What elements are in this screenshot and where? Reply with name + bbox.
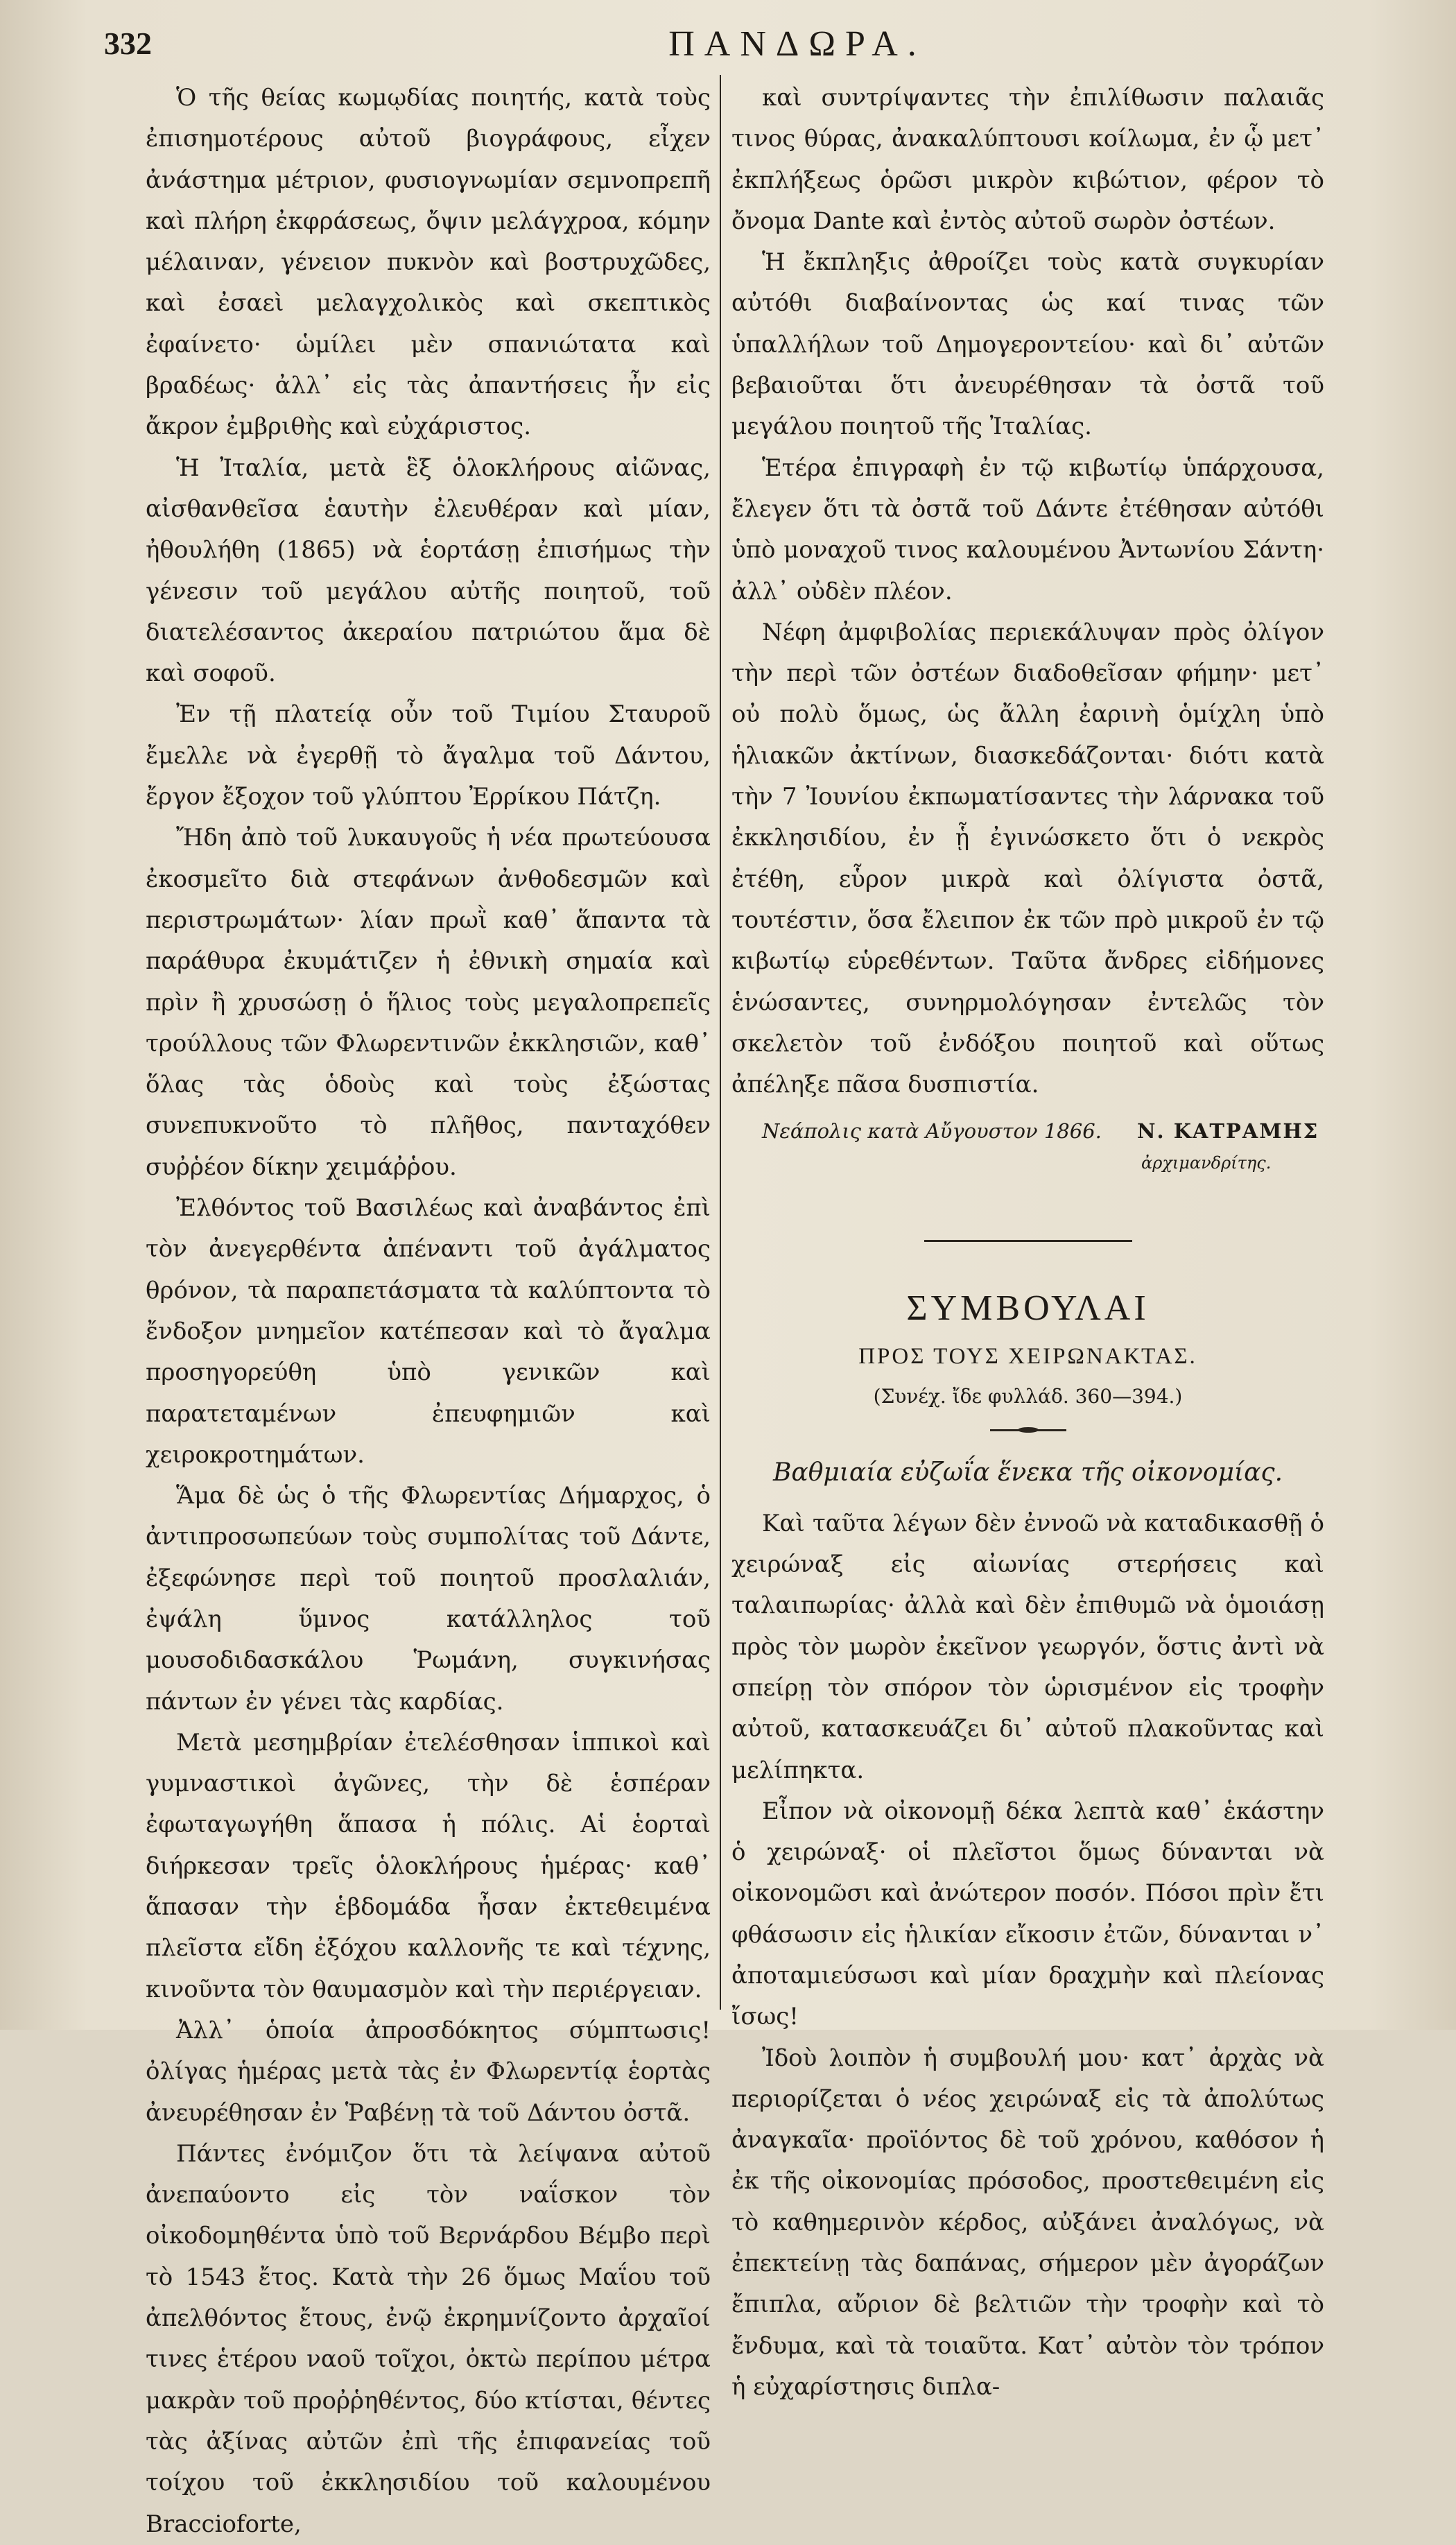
article-paragraph: Ἐλθόντος τοῦ Βασιλέως καὶ ἀναβάντος ἐπὶ τὸν ἀνεγερθέντα ἀπέναντι τοῦ ἀγάλματος θρόνον, τὰ παραπετάσματα τὰ καλύπτοντα τὸ ἔνδοξον μνημεῖον κατέπεσαν καὶ τὸ ἄγαλμα προσηγορεύθη ὑπὸ γενικῶν καὶ παρατεταμένων ἐπευφημιῶν καὶ χειροκροτημάτων. [146, 1194, 711, 1469]
left-column [146, 78, 711, 2545]
article-signature [731, 1115, 1324, 1179]
article-paragraph: Ἑτέρα ἐπιγραφὴ ἐν τῷ κιβωτίῳ ὑπάρχουσα, ἔλεγεν ὅτι τὰ ὀστᾶ τοῦ Δάντε ἐτέθησαν αὐτόθι ὑπὸ μοναχοῦ τινος καλουμένου Ἀντωνίου Σάντη· ἀλλ᾽ οὐδὲν πλέον. [731, 454, 1324, 605]
article-paragraph: καὶ συντρίψαντες τὴν ἐπιλίθωσιν παλαιᾶς τινος θύρας, ἀνακαλύπτουσι κοίλωμα, ἐν ᾧ μετ᾽ ἐκπλήξεως ὁρῶσι μικρὸν κιβώτιον, φέρον τὸ ὄνομα Dante καὶ ἐντὸς αὐτοῦ σωρὸν ὀστέων. [731, 84, 1324, 235]
article-paragraph: Ὁ τῆς θείας κωμῳδίας ποιητής, κατὰ τοὺς ἐπισημοτέρους αὐτοῦ βιογράφους, εἶχεν ἀνάστημα μέτριον, φυσιογνωμίαν σεμνοπρεπῆ καὶ πλήρη ἐκφράσεως, ὄψιν μελάγχροα, κόμην μέλαιναν, γένειον πυκνὸν καὶ βοστρυχῶδες, καὶ ἐσαεὶ μελαγχολικὸς καὶ σκεπτικὸς ἐφαίνετο· ὡμίλει μὲν σπανιώτατα καὶ βραδέως· ἀλλ᾽ εἰς τὰς ἀπαντήσεις ἦν εἰς ἄκρον ἐμβριθὴς καὶ εὐχάριστος. [146, 84, 711, 441]
article-paragraph: Ἰδοὺ λοιπὸν ἡ συμβουλή μου· κατ᾽ ἀρχὰς νὰ περιορίζεται ὁ νέος χειρώναξ εἰς τὰ ἀπολύτως ἀναγκαῖα· προϊόντος δὲ τοῦ χρόνου, καθόσον ἡ ἐκ τῆς οἰκονομίας πρόσοδος, προστεθειμένη εἰς τὸ καθημερινὸν κέρδος, αὐξάνει ἀναλόγως, νὰ ἐπεκτείνῃ τὰς δαπάνας, σήμερον μὲν ἀγοράζων ἔπιπλα, αὔριον δὲ βελτιῶν τὴν τροφὴν καὶ τὸ ἔνδυμα, καὶ τὰ τοιαῦτα. Κατ᾽ αὐτὸν τὸν τρόπον ἡ εὐχαρίστησις διπλα- [731, 2044, 1324, 2401]
article-paragraph: Μετὰ μεσημβρίαν ἐτελέσθησαν ἱππικοὶ καὶ γυμναστικοὶ ἀγῶνες, τὴν δὲ ἑσπέραν ἐφωταγωγήθη ἅπασα ἡ πόλις. Αἱ ἑορταὶ διήρκεσαν τρεῖς ὁλοκλήρους ἡμέρας· καθ᾽ ἅπασαν τὴν ἑβδομάδα ἦσαν ἐκτεθειμένα πλεῖστα εἴδη ἐξόχου καλλονῆς τε καὶ τέχνης, κινοῦντα τὸν θαυμασμὸν καὶ τὴν περιέργειαν. [146, 1728, 711, 2003]
ornamental-rule [990, 1429, 1066, 1431]
journal-title: ΠΑΝΔΩΡΑ. [668, 24, 926, 64]
page-number: 332 [104, 26, 152, 61]
article-paragraph: Ἤδη ἀπὸ τοῦ λυκαυγοῦς ἡ νέα πρωτεύουσα ἐκοσμεῖτο διὰ στεφάνων ἀνθοδεσμῶν καὶ περιστρωμάτων· λίαν πρωῒ καθ᾽ ἅπαντα τὰ παράθυρα ἐκυμάτιζεν ἡ ἐθνικὴ σημαία καὶ πρὶν ἢ χρυσώσῃ ὁ ἥλιος τοὺς μεγαλοπρεπεῖς τρούλλους τῶν Φλωρεντινῶν ἐκκλησιῶν, καθ᾽ ὅλας τὰς ὁδοὺς καὶ τοὺς ἐξώστας συνεπυκνοῦτο τὸ πλῆθος, πανταχόθεν συῤῥέον δίκην χειμάῤῥου. [146, 824, 711, 1181]
article-paragraph: Ἀλλ᾽ ὁποία ἀπροσδόκητος σύμπτωσις! ὀλίγας ἡμέρας μετὰ τὰς ἐν Φλωρεντίᾳ ἑορτὰς ἀνευρέθησαν ἐν Ῥαβένῃ τὰ τοῦ Δάντου ὀστᾶ. [146, 2016, 711, 2127]
article-paragraph: Καὶ ταῦτα λέγων δὲν ἐννοῶ νὰ καταδικασθῇ ὁ χειρώναξ εἰς αἰωνίας στερήσεις καὶ ταλαιπωρίας· ἀλλὰ καὶ δὲν ἐπιθυμῶ νὰ ὁμοιάσῃ πρὸς τὸν μωρὸν ἐκεῖνον γεωργόν, ὅστις ἀντὶ νὰ σπείρῃ τὸν σπόρον τὸν ὡρισμένον εἰς τροφὴν αὐτοῦ, κατασκευάζει δι᾽ αὐτοῦ πλακοῦντας καὶ μελίπηκτα. [731, 1509, 1324, 1784]
article-paragraph: Νέφη ἀμφιβολίας περιεκάλυψαν πρὸς ὀλίγον τὴν περὶ τῶν ὀστέων διαδοθεῖσαν φήμην· μετ᾽ οὐ πολὺ ὅμως, ὡς ἄλλη ἐαρινὴ ὁμίχλη ὑπὸ ἡλιακῶν ἀκτίνων, διασκεδάζονται· διότι κατὰ τὴν 7 Ἰουνίου ἐκπωματίσαντες τὴν λάρνακα τοῦ ἐκκλησιδίου, ἐν ᾗ ἐγινώσκετο ὅτι ὁ νεκρὸς ἐτέθη, εὗρον μικρὰ καὶ ὀλίγιστα ὀστᾶ, τουτέστιν, ὅσα ἔλειπον ἐκ τῶν πρὸ μικροῦ ἐν τῷ κιβωτίῳ εὑρεθέντων. Ταῦτα ἄνδρες εἰδήμονες ἑνώσαντες, συνηρμολόγησαν ἐντελῶς τὸν σκελετὸν τοῦ ἐνδόξου ποιητοῦ καὶ οὕτως ἀπέληξε πᾶσα δυσπιστία. [731, 618, 1324, 1099]
article-paragraph: Ἡ ἔκπληξις ἀθροίζει τοὺς κατὰ συγκυρίαν αὐτόθι διαβαίνοντας ὡς καί τινας τῶν ὑπαλλήλων τοῦ Δημογεροντείου· καὶ δι᾽ αὐτῶν βεβαιοῦται ὅτι ἀνευρέθησαν τὰ ὀστᾶ τοῦ μεγάλου ποιητοῦ τῆς Ἰταλίας. [731, 248, 1324, 441]
page-header [104, 21, 1421, 69]
article-paragraph: Εἶπον νὰ οἰκονομῇ δέκα λεπτὰ καθ᾽ ἑκάστην ὁ χειρώναξ· οἱ πλεῖστοι ὅμως δύνανται νὰ οἰκονομῶσι καὶ ἀνώτερον ποσόν. Πόσοι πρὶν ἔτι φθάσωσιν εἰς ἡλικίαν εἴκοσιν ἐτῶν, δύνανται ν᾽ ἀποταμιεύσωσι καὶ μίαν δραχμὴν καὶ πλείονας ἴσως! [731, 1797, 1324, 2031]
section-subtitle: ΠΡΟΣ ΤΟΥΣ ΧΕΙΡΩΝΑΚΤΑΣ. [858, 1344, 1197, 1370]
section-heading: Βαθμιαία εὐζωΐα ἕνεκα τῆς οἰκονομίας. [772, 1458, 1283, 1487]
right-column [731, 78, 1324, 2408]
signature-author: Ν. ΚΑΤΡΑΜΗΣ [1137, 1119, 1319, 1144]
section-separator [924, 1240, 1132, 1242]
article-paragraph: Ἡ Ἰταλία, μετὰ ἓξ ὁλοκλήρους αἰῶνας, αἰσθανθεῖσα ἑαυτὴν ἐλευθέραν καὶ μίαν, ἠθουλήθη (1865) νὰ ἑορτάσῃ ἐπισήμως τὴν γένεσιν τοῦ μεγάλου αὐτῆς ποιητοῦ, τοῦ διατελέσαντος ἀκεραίου πατριώτου ἅμα δὲ καὶ σοφοῦ. [146, 454, 711, 688]
signature-block [1137, 1115, 1324, 1179]
section-continuation-note: (Συνέχ. ἴδε φυλλάδ. 360—394.) [873, 1385, 1183, 1408]
column-divider [720, 75, 721, 2010]
article-paragraph: Ἐν τῇ πλατείᾳ οὖν τοῦ Τιμίου Σταυροῦ ἔμελλε νὰ ἐγερθῇ τὸ ἄγαλμα τοῦ Δάντου, ἔργον ἔξοχον τοῦ γλύπτου Ἐρρίκου Πάτζη. [146, 700, 711, 811]
section-title: ΣΥΜΒΟΥΛΑΙ [906, 1288, 1150, 1329]
signature-author-title: ἀρχιμανδρίτης. [1141, 1153, 1272, 1173]
article-paragraph: Ἅμα δὲ ὡς ὁ τῆς Φλωρεντίας Δήμαρχος, ὁ ἀντιπροσωπεύων τοὺς συμπολίτας τοῦ Δάντε, ἐξεφώνησε περὶ τοῦ ποιητοῦ προσλαλιάν, ἐψάλη ὕμνος κατάλληλος τοῦ μουσοδιδασκάλου Ῥωμάνη, συγκινήσας πάντων ἐν γένει τὰς καρδίας. [146, 1482, 711, 1716]
article-paragraph: Πάντες ἐνόμιζον ὅτι τὰ λείψανα αὐτοῦ ἀνεπαύοντο εἰς τὸν ναΐσκον τὸν οἰκοδομηθέντα ὑπὸ τοῦ Βερνάρδου Βέμβο περὶ τὸ 1543 ἔτος. Κατὰ τὴν 26 ὅμως Μαΐου τοῦ ἀπελθόντος ἔτους, ἐνῷ ἐκρημνίζοντο ἀρχαῖοί τινες ἑτέρου ναοῦ τοῖχοι, ὀκτὼ περίπου μέτρα μακρὰν τοῦ προῤῥηθέντος, δύο κτίσται, θέντες τὰς ἀξίνας αὐτῶν ἐπὶ τῆς ἐπιφανείας τοῦ τοίχου τοῦ ἐκκλησιδίου τοῦ καλουμένου Braccioforte, [146, 2139, 711, 2538]
signature-place-date: Νεάπολις κατὰ Αὔγουστον 1866. [762, 1119, 1102, 1144]
